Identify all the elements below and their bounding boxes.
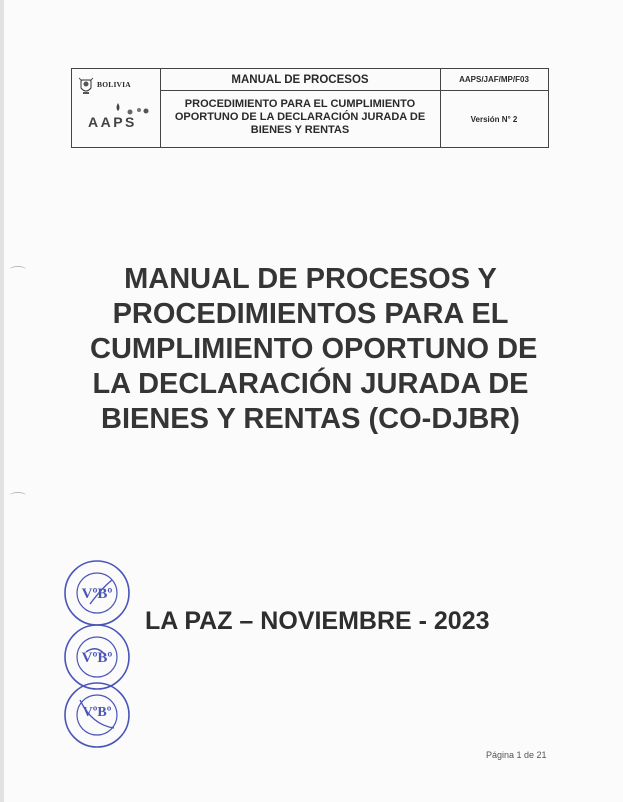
- svg-text:VºBº: VºBº: [81, 650, 113, 666]
- procedure-line: BIENES Y RENTAS: [250, 124, 350, 136]
- procedure-title: [160, 91, 440, 137]
- title-line: BIENES Y RENTAS (CO-DJBR): [101, 403, 520, 435]
- title-line: CUMPLIMIENTO OPORTUNO DE: [90, 333, 538, 365]
- bolivia-logo: [78, 75, 156, 101]
- code-cell: [440, 69, 548, 147]
- document-version: Versión N° 2: [470, 114, 518, 124]
- hole-punch-mark: [10, 266, 26, 273]
- title-line: PROCEDIMIENTOS PARA EL: [112, 298, 509, 330]
- svg-text:VºBº: VºBº: [82, 705, 112, 720]
- title-line: LA DECLARACIÓN JURADA DE: [92, 368, 529, 400]
- manual-title: MANUAL DE PROCESOS: [231, 73, 369, 86]
- svg-text:VºBº: VºBº: [81, 586, 113, 602]
- aaps-logo: [78, 101, 156, 145]
- page-number: Página 1 de 21: [486, 750, 547, 760]
- approval-stamp: [62, 680, 132, 750]
- scan-edge: [0, 0, 4, 802]
- document-title: [90, 262, 538, 437]
- document-code: AAPS/JAF/MP/F03: [459, 75, 529, 84]
- title-cell: [160, 69, 441, 147]
- approval-stamp: [62, 558, 132, 628]
- hole-punch-mark: [10, 492, 26, 499]
- logo-cell: [72, 69, 161, 147]
- header-table: [71, 68, 549, 148]
- procedure-line: PROCEDIMIENTO PARA EL CUMPLIMIENTO: [184, 98, 416, 110]
- country-name: BOLIVIA: [97, 80, 131, 89]
- bolivia-crest-icon: [78, 76, 94, 96]
- title-line: MANUAL DE PROCESOS Y: [124, 263, 497, 295]
- procedure-line: OPORTUNO DE LA DECLARACIÓN JURADA DE: [174, 111, 426, 123]
- place-date: LA PAZ – NOVIEMBRE - 2023: [145, 607, 490, 635]
- agency-acronym: AAPS: [88, 114, 137, 130]
